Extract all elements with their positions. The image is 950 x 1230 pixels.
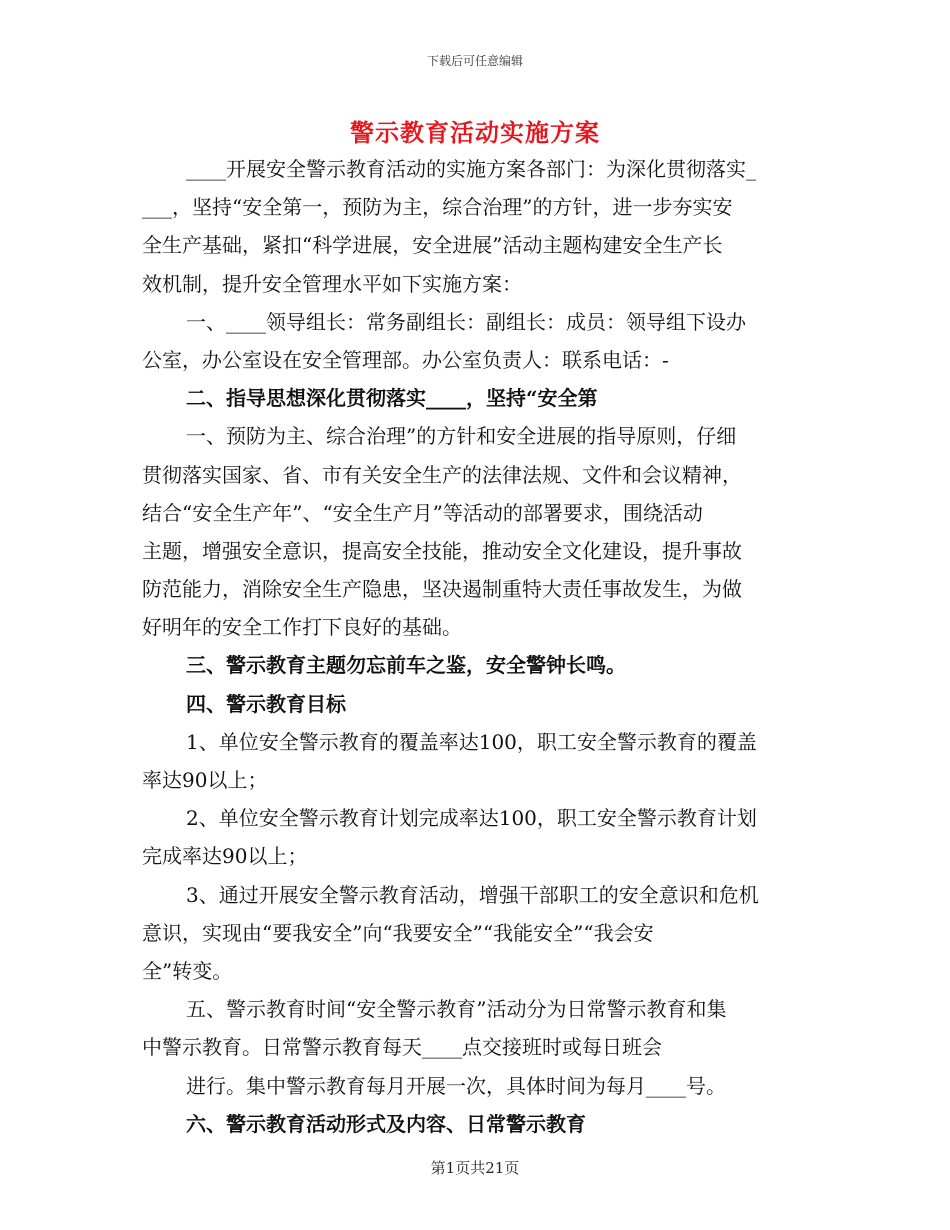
text-line: 中警示教育。日常警示教育每天____点交接班时或每日班会 — [142, 1035, 662, 1060]
text-line: 3、通过开展安全警示教育活动，增强干部职工的安全意识和危机 — [186, 882, 759, 907]
text-line: 全”转变。 — [142, 958, 233, 983]
document-body — [142, 150, 812, 1143]
text-line: 进行。集中警示教育每月开展一次，具体时间为每月____号。 — [186, 1073, 726, 1098]
text-line: ___，坚持“安全第一，预防为主，综合治理”的方针，进一步夯实安 — [142, 195, 733, 220]
text-line: 完成率达90以上； — [142, 844, 308, 869]
document-title: 警示教育活动实施方案 — [350, 118, 600, 147]
text-line: 2、单位安全警示教育计划完成率达100，职工安全警示教育计划 — [186, 806, 757, 831]
text-line: 公室，办公室设在安全管理部。办公室负责人：联系电话：- — [142, 347, 669, 372]
page-header: 下载后可任意编辑 — [426, 54, 523, 68]
text-line: 二、指导思想深化贯彻落实____，坚持“安全第 — [186, 386, 598, 411]
text-line: 结合“安全生产年”、“安全生产月”等活动的部署要求，围绕活动 — [142, 500, 703, 525]
text-line: ____开展安全警示教育活动的实施方案各部门：为深化贯彻落实_ — [186, 157, 756, 181]
text-line: 五、警示教育时间“安全警示教育”活动分为日常警示教育和集 — [186, 997, 727, 1022]
text-line: 四、警示教育目标 — [186, 691, 346, 716]
text-line: 效机制，提升安全管理水平如下实施方案： — [142, 271, 522, 296]
text-line: 1、单位安全警示教育的覆盖率达100，职工安全警示教育的覆盖 — [186, 729, 757, 754]
page-footer: 第1页共21页 — [430, 1159, 520, 1177]
text-line: 主题，增强安全意识，提高安全技能，推动安全文化建设，提升事故 — [142, 538, 742, 563]
text-line: 好明年的安全工作打下良好的基础。 — [142, 615, 462, 640]
text-line: 贯彻落实国家、省、市有关安全生产的法律法规、文件和会议精神， — [142, 462, 742, 487]
text-line: 率达90以上； — [142, 768, 268, 792]
text-line: 意识，实现由“要我安全”向“我要安全”“我能安全”“我会安 — [142, 920, 654, 945]
text-line: 一、预防为主、综合治理”的方针和安全进展的指导原则，仔细 — [186, 424, 737, 449]
text-line: 六、警示教育活动形式及内容、日常警示教育 — [186, 1111, 586, 1136]
text-line: 一、____领导组长：常务副组长：副组长：成员：领导组下设办 — [186, 309, 746, 334]
text-line: 防范能力，消除安全生产隐患，坚决遏制重特大责任事故发生，为做 — [142, 577, 742, 602]
text-line: 三、警示教育主题勿忘前车之鉴，安全警钟长鸣。 — [186, 653, 626, 678]
text-line: 全生产基础，紧扣“科学进展，安全进展”活动主题构建安全生产长 — [142, 233, 723, 258]
